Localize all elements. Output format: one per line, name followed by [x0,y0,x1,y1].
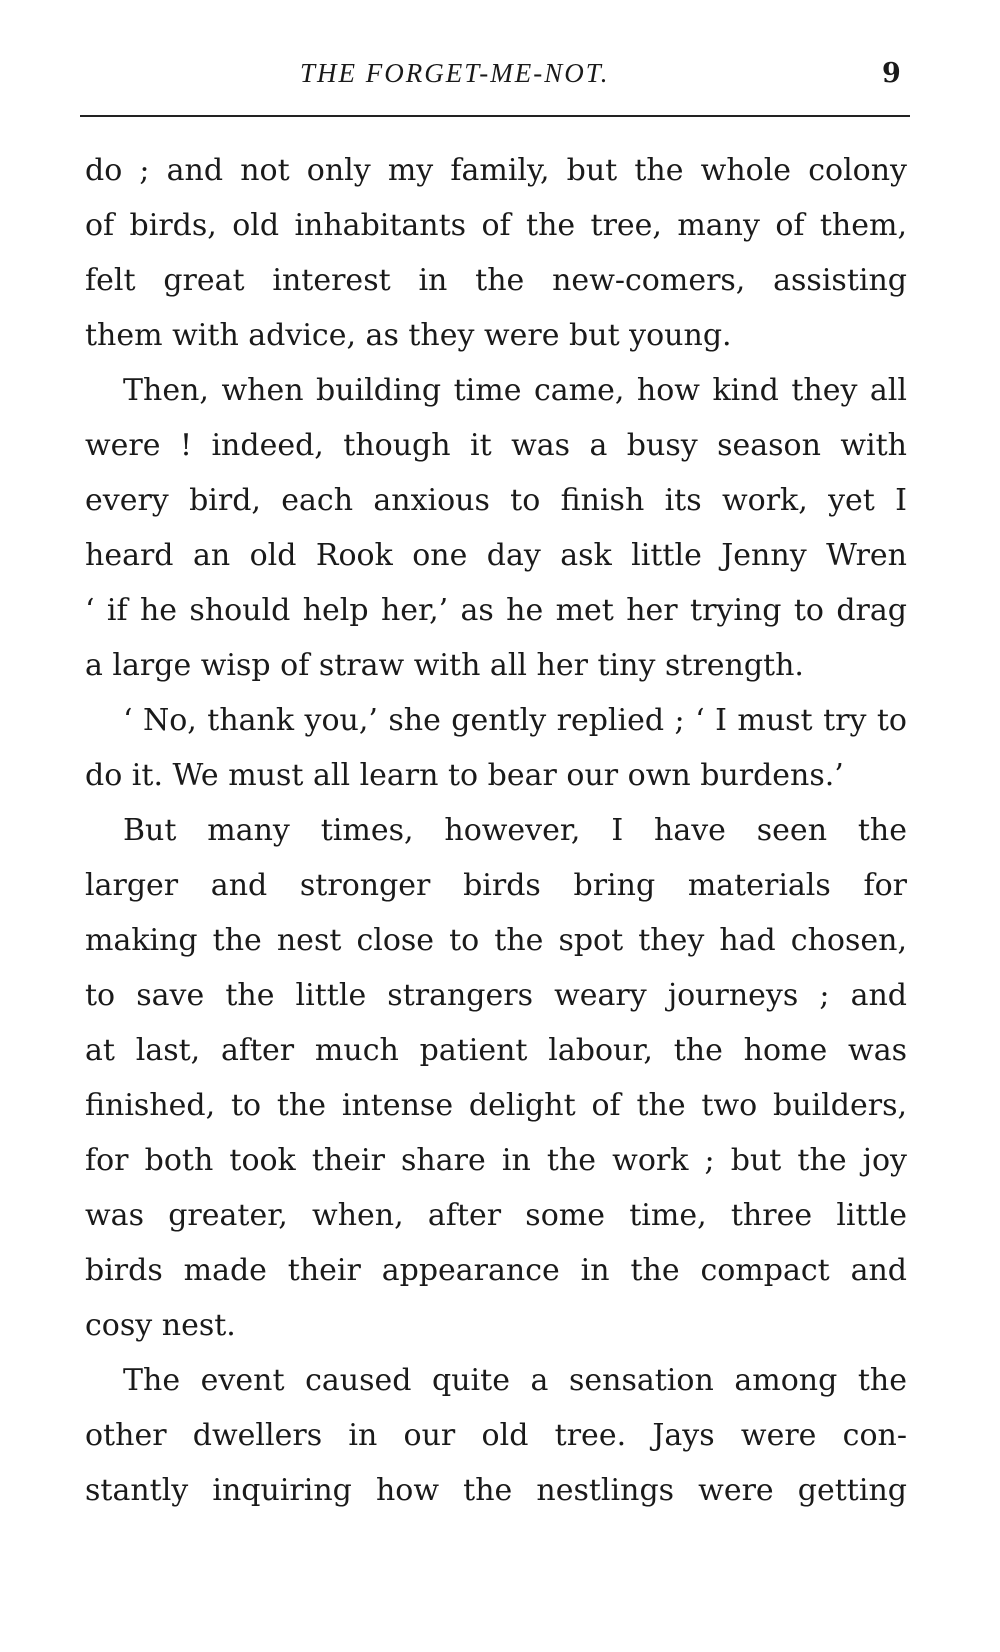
text-line: were ! indeed, though it was a busy season with [85,428,907,463]
text-line: felt great interest in the new-comers, assisting [85,263,907,298]
text-line: every bird, each anxious to finish its work, yet I [85,483,907,518]
text-line: other dwellers in our old tree. Jays were con- [85,1418,907,1453]
paragraph [85,363,907,693]
text-line: do it. We must all learn to bear our own burdens.’ [85,758,844,793]
text-line: cosy nest. [85,1308,236,1343]
text-line: heard an old Rook one day ask little Jenny Wren [85,538,907,573]
text-line: at last, after much patient labour, the home was [85,1033,907,1068]
text-line: do ; and not only my family, but the whole colony [85,153,907,188]
text-line: stantly inquiring how the nestlings were getting [85,1473,907,1508]
paragraph [85,143,907,363]
paragraph [85,1353,907,1518]
text-line: to save the little strangers weary journeys ; and [85,978,907,1013]
paragraph [85,693,907,803]
text-line: for both took their share in the work ; but the joy [85,1143,907,1178]
text-line: was greater, when, after some time, three little [85,1198,907,1233]
text-line: ‘ No, thank you,’ she gently replied ; ‘ I must try to [123,703,907,738]
text-line: Then, when building time came, how kind they all [123,373,907,408]
text-line: finished, to the intense delight of the two builders, [85,1088,907,1123]
text-line: ‘ if he should help her,’ as he met her trying to drag [85,593,907,628]
text-line: a large wisp of straw with all her tiny strength. [85,648,804,683]
text-line: them with advice, as they were but young. [85,318,732,353]
running-title: THE FORGET-ME-NOT. [300,58,610,88]
text-line: The event caused quite a sensation among the [123,1363,907,1398]
text-line: of birds, old inhabitants of the tree, many of them, [85,208,907,243]
page-number: 9 [882,58,901,89]
header-rule [80,115,910,117]
text-line: larger and stronger birds bring materials for [85,868,907,903]
text-line: birds made their appearance in the compact and [85,1253,907,1288]
text-line: making the nest close to the spot they had chosen, [85,923,907,958]
text-line: But many times, however, I have seen the [123,813,907,848]
paragraph [85,803,907,1353]
body-text [85,143,907,1518]
